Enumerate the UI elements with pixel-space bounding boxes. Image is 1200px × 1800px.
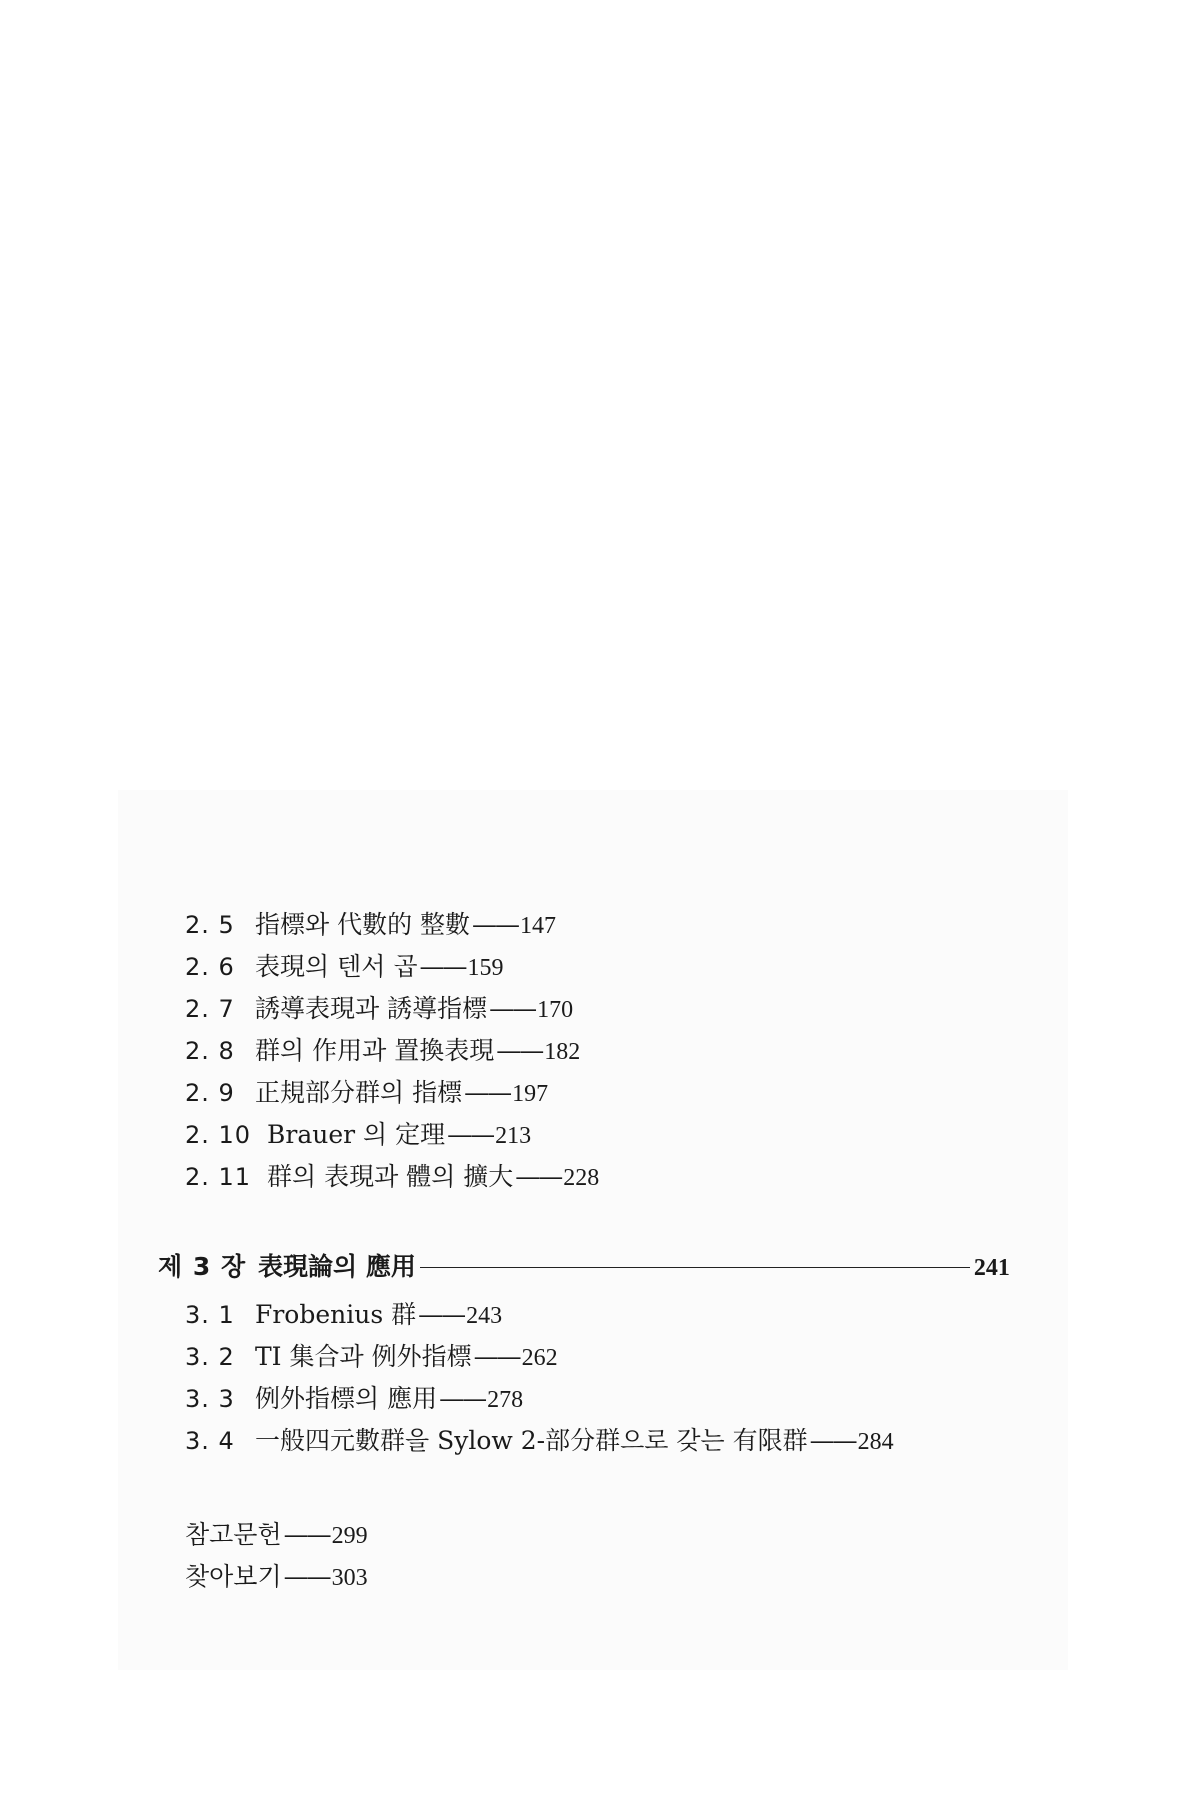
toc-entry-3-3[interactable] [185,1384,523,1415]
dash-leader: —— [419,952,466,981]
toc-entry-2-11[interactable] [185,1162,599,1193]
page-number: 284 [857,1429,894,1455]
section-title: 表現의 텐서 곱 [255,952,418,981]
page-number: 228 [563,1165,600,1191]
toc-entry-2-10[interactable] [185,1120,531,1151]
dash-leader: —— [418,1300,465,1329]
dash-leader: —— [473,1342,520,1371]
section-number: 2. 5 [185,911,235,939]
chapter-title: 表現論의 應用 [258,1252,416,1281]
page-number: 241 [973,1255,1010,1281]
page-number: 299 [331,1523,368,1549]
section-number: 2. 10 [185,1121,252,1149]
toc-chapter-3[interactable] [158,1252,1038,1283]
toc-entry-2-7[interactable] [185,994,573,1025]
dash-leader: —— [496,1036,543,1065]
toc-entry-3-1[interactable] [185,1300,502,1331]
section-title: Brauer 의 定理 [267,1120,446,1149]
toc-entry-2-6[interactable] [185,952,504,983]
page-number: 182 [544,1039,581,1065]
backmatter-title: 참고문헌 [185,1520,282,1549]
section-title: TI 集合과 例外指標 [255,1342,472,1371]
section-number: 3. 4 [185,1427,235,1455]
section-title: 正規部分群의 指標 [255,1078,463,1107]
section-number: 2. 6 [185,953,235,981]
chapter-label: 제 3 장 [158,1252,247,1281]
section-title: 群의 表現과 體의 擴大 [267,1162,514,1191]
toc-entry-3-4[interactable] [185,1426,894,1457]
dash-leader: —— [447,1120,494,1149]
section-title: Frobenius 群 [255,1300,417,1329]
page-number: 278 [487,1387,524,1413]
section-title: 指標와 代數的 整數 [255,910,471,939]
section-title: 一般四元數群을 Sylow 2-部分群으로 갖는 有限群 [255,1426,808,1455]
dash-leader: —— [809,1426,856,1455]
section-number: 3. 1 [185,1301,235,1329]
toc-entry-2-5[interactable] [185,910,556,941]
section-number: 2. 9 [185,1079,235,1107]
section-number: 2. 11 [185,1163,252,1191]
dash-leader: —— [489,994,536,1023]
section-title: 例外指標의 應用 [255,1384,438,1413]
dash-leader: —— [283,1562,330,1591]
dash-leader: —— [515,1162,562,1191]
toc-entry-index[interactable] [185,1562,368,1593]
section-number: 2. 8 [185,1037,235,1065]
page-number: 303 [331,1565,368,1591]
page-number: 243 [466,1303,503,1329]
page-number: 147 [520,913,557,939]
page-number: 170 [537,997,574,1023]
toc-entry-3-2[interactable] [185,1342,558,1373]
dash-leader: —— [439,1384,486,1413]
section-number: 2. 7 [185,995,235,1023]
toc-entry-2-9[interactable] [185,1078,548,1109]
section-title: 誘導表現과 誘導指標 [255,994,488,1023]
chapter-leader-line [420,1267,970,1268]
page-number: 197 [512,1081,549,1107]
dash-leader: —— [283,1520,330,1549]
section-number: 3. 2 [185,1343,235,1371]
page-number: 213 [495,1123,532,1149]
toc-entry-2-8[interactable] [185,1036,580,1067]
dash-leader: —— [472,910,519,939]
page-number: 262 [521,1345,558,1371]
section-title: 群의 作用과 置換表現 [255,1036,495,1065]
toc-entry-references[interactable] [185,1520,368,1551]
dash-leader: —— [464,1078,511,1107]
backmatter-title: 찾아보기 [185,1562,282,1591]
page-number: 159 [467,955,504,981]
section-number: 3. 3 [185,1385,235,1413]
